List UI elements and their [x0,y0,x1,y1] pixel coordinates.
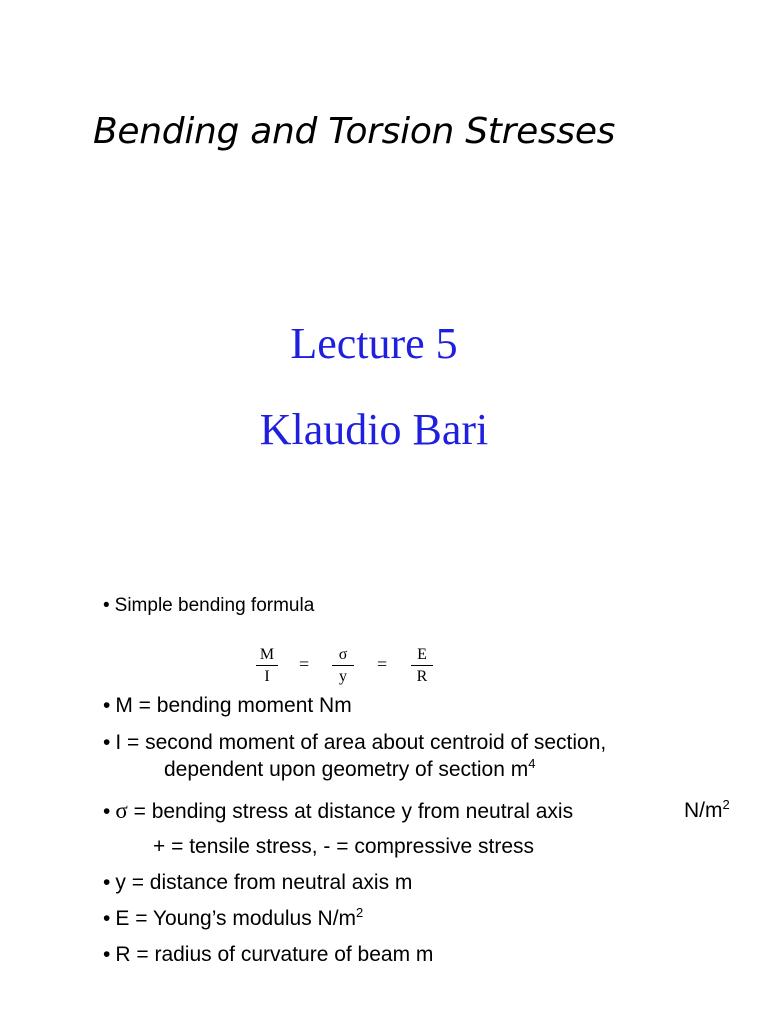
bullet-youngs-modulus [103,907,363,931]
author-name: Klaudio Bari [259,405,489,454]
unit-text: N/m [684,799,723,822]
numerator-m: M [256,645,278,666]
equals-sign-1: = [299,654,310,674]
bullet-simple-bending-formula [103,595,314,617]
continuation-text: dependent upon geometry of section m [164,758,529,781]
superscript-2: 2 [722,797,730,812]
denominator-y: y [339,668,347,685]
bullet-text: = bending stress at distance y from neutral axis [127,800,574,823]
bullet-text: y = distance from neutral axis m [115,871,413,894]
numerator-sigma: σ [332,645,354,666]
bullet-bending-moment [103,694,352,718]
fraction-m-over-i [256,645,278,686]
superscript-4: 4 [528,756,536,771]
stress-sign-convention: + = tensile stress, - = compressive stress [153,835,535,858]
bullet-text: I = second moment of area about centroid of section, [115,731,607,754]
superscript-2: 2 [356,905,364,920]
slide-title: Bending and Torsion Stresses [93,111,616,152]
fraction-e-over-r [411,645,433,686]
fraction-sigma-over-y [332,645,354,686]
bullet-text: E = Young’s modulus N/m [115,907,357,930]
bullet-text: R = radius of curvature of beam m [115,943,434,966]
sigma-symbol: σ [115,798,128,823]
bullet-text: M = bending moment Nm [115,694,352,717]
bullet-radius-curvature [103,943,433,967]
numerator-e: E [411,645,433,666]
stress-unit [684,799,730,823]
lecture-number: Lecture 5 [290,319,458,368]
equals-sign-2: = [377,654,388,674]
bullet-distance-y [103,871,412,895]
bullet-second-moment [103,731,606,755]
denominator-r: R [416,668,428,685]
bullet-text: Simple bending formula [114,595,315,616]
bullet-bending-stress [103,798,573,824]
denominator-i: I [264,668,270,685]
second-moment-continuation [164,758,535,782]
